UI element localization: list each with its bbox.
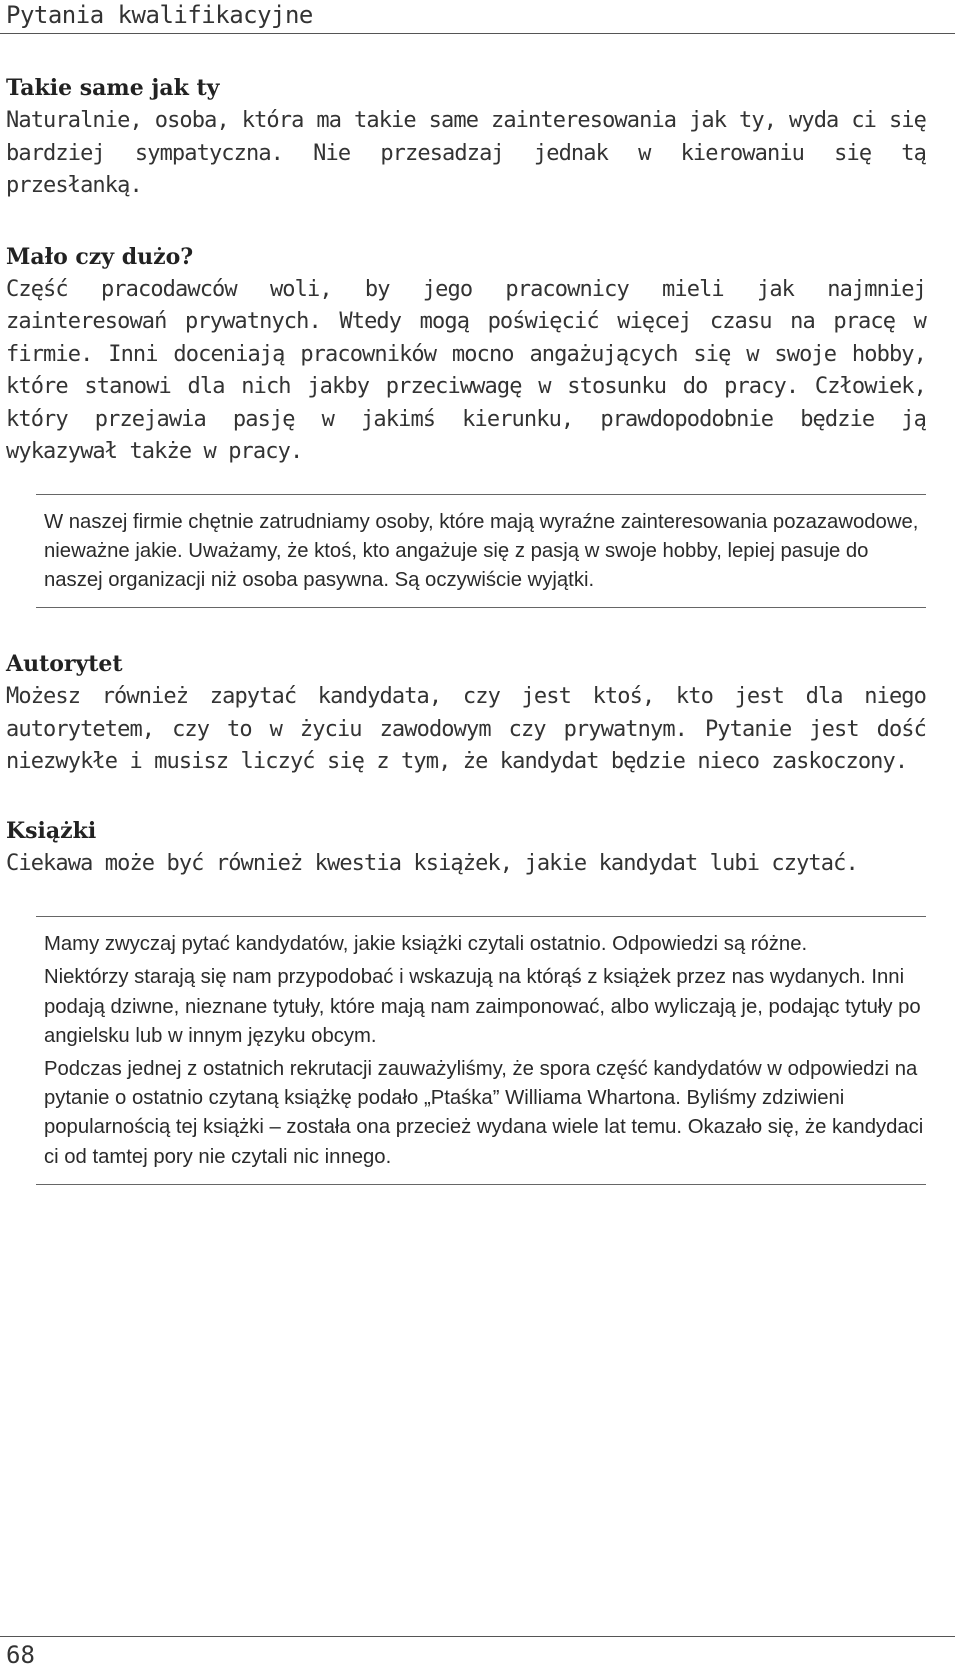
section-heading: Książki xyxy=(6,817,97,844)
section-paragraph: Naturalnie, osoba, która ma takie same zainteresowania jak ty, wyda ci się bardziej sympatyczna. Nie przesadzaj jednak w kierowaniu się tą przesłanką. xyxy=(6,108,926,198)
section-malo-czy-duzo xyxy=(6,241,926,469)
section-paragraph: Część pracodawców woli, by jego pracownicy mieli jak najmniej zainteresowań prywatnych. Wtedy mogą poświęcić więcej czasu na pracę w firmie. Inni doceniają pracowników mocno angażujących się w swoje hobby, które stanowi dla nich jakby przeciwwagę w stosunku do pracy. Człowiek, który przejawia pasję w jakimś kierunku, prawdopodobnie będzie ją wykazywał także w pracy. xyxy=(6,276,926,464)
callout-paragraph: W naszej firmie chętnie zatrudniamy osoby, które mają wyraźne zainteresowania pozazawodowe, nieważne jakie. Uważamy, że ktoś, kto angażuje się z pasją w swoje hobby, lepiej pasuje do naszej organizacji niż osoba pasywna. Są oczywiście wyjątki. xyxy=(44,510,919,591)
callout-box-hobby xyxy=(36,494,926,609)
section-heading: Takie same jak ty xyxy=(6,75,220,101)
section-paragraph: Możesz również zapytać kandydata, czy jest ktoś, kto jest dla niego autorytetem, czy to w życiu zawodowym czy prywatnym. Pytanie jest dość niezwykłe i musisz liczyć się z tym, że kandydat będzie nieco zaskoczony. xyxy=(6,684,926,775)
section-heading: Autorytet xyxy=(6,651,123,678)
callout-paragraph: Niektórzy starają się nam przypodobać i wskazują na którąś z książek przez nas wydanych. Inni podają dziwne, nieznane tytuły, które mają nam zaimponować, albo wyliczają je, podając tytuły po angielsku lub w innym języku obcym. xyxy=(44,966,921,1047)
section-heading: Mało czy dużo? xyxy=(6,243,194,270)
section-ksiazki xyxy=(6,815,926,881)
callout-box-books xyxy=(36,916,926,1185)
page-number: 68 xyxy=(6,1641,35,1669)
section-paragraph: Ciekawa może być również kwestia książek, jakie kandydat lubi czytać. xyxy=(6,850,858,876)
callout-paragraph: Podczas jednej z ostatnich rekrutacji zauważyliśmy, że spora część kandydatów w odpowiedzi na pytanie o ostatnio czytaną książkę podało „Ptaśka” Williama Whartona. Byliśmy zdziwieni popularnością tej książki – została ona przecież wydana wiele lat temu. Okazało się, że kandydaci ci od tamtej pory nie czytali nic innego. xyxy=(44,1057,924,1168)
running-head: Pytania kwalifikacyjne xyxy=(6,1,313,29)
section-autorytet xyxy=(6,648,926,779)
section-takie-same xyxy=(6,72,926,203)
callout-paragraph: Mamy zwyczaj pytać kandydatów, jakie książki czytali ostatnio. Odpowiedzi są różne. xyxy=(44,933,808,956)
footer-divider xyxy=(0,1636,955,1637)
header-divider xyxy=(0,33,955,34)
page-content xyxy=(6,72,926,1185)
